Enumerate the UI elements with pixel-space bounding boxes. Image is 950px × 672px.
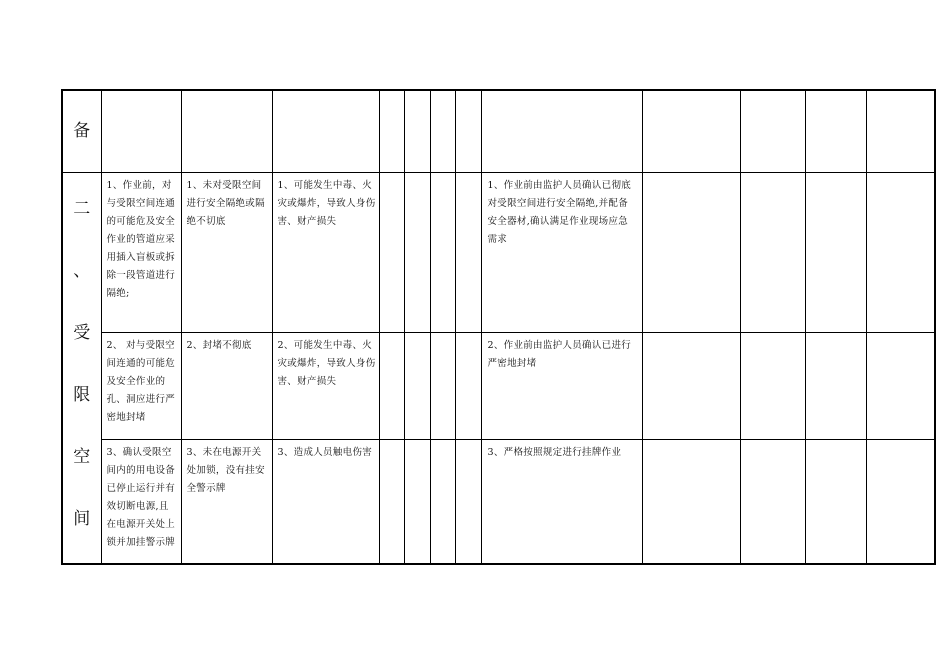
hazard-cell: [181, 332, 272, 439]
measure-cell: [101, 439, 181, 564]
control-text: 2、作业前由监护人员确认已进行严密地封堵: [487, 339, 632, 369]
table-row: [62, 332, 935, 439]
hazard-table: [61, 89, 936, 565]
table-row-header: [62, 90, 935, 172]
consequence-cell: [272, 439, 379, 564]
control-cell: [481, 439, 642, 564]
hazard-cell: [181, 439, 272, 564]
table-cell-empty: [181, 90, 272, 172]
table-cell-empty: [740, 90, 805, 172]
table-cell-empty: [866, 439, 935, 564]
table-cell-empty: [642, 332, 740, 439]
measure-text: 1、作业前，对与受限空间连通的可能危及安全作业的管道应采用插入盲板或拆除一段管道进行隔绝;: [106, 179, 176, 299]
table-cell-empty: [101, 90, 181, 172]
table-cell-empty: [404, 439, 430, 564]
section-char: 空: [73, 446, 91, 467]
table-cell-empty: [805, 332, 866, 439]
measure-text: 2、 对与受限空间连通的可能危及安全作业的孔、洞应进行严密地封堵: [106, 339, 176, 423]
table-cell-empty: [805, 172, 866, 332]
table-cell-empty: [642, 439, 740, 564]
hazard-text: 1、未对受限空间进行安全隔绝或隔绝不切底: [186, 179, 265, 227]
table-cell-empty: [866, 172, 935, 332]
measure-cell: [101, 172, 181, 332]
table-cell-empty: [379, 439, 404, 564]
table-cell-empty: [740, 439, 805, 564]
table-row: [62, 439, 935, 564]
consequence-text: 1、可能发生中毒、火灾或爆炸，导致人身伤害、财产损失: [277, 179, 376, 227]
control-text: 3、严格按照规定进行挂牌作业: [487, 446, 622, 458]
control-cell: [481, 172, 642, 332]
section-char: 受: [73, 322, 91, 343]
table-cell-empty: [404, 332, 430, 439]
hazard-text: 2、封堵不彻底: [186, 339, 252, 351]
section-label-cell: [62, 172, 101, 564]
table-cell-empty: [866, 332, 935, 439]
table-cell-empty: [379, 172, 404, 332]
table-cell-empty: [430, 172, 455, 332]
table-cell-empty: [805, 90, 866, 172]
table-cell-empty: [379, 332, 404, 439]
measure-text: 3、确认受限空间内的用电设备已停止运行并有效切断电源,且在电源开关处上锁并加挂警示牌: [106, 446, 176, 548]
measure-cell: [101, 332, 181, 439]
table-cell-empty: [430, 90, 455, 172]
table-cell-empty: [642, 90, 740, 172]
table-cell-empty: [805, 439, 866, 564]
hazard-text: 3、未在电源开关处加锁，没有挂安全警示牌: [186, 446, 265, 494]
section-char: 二: [73, 198, 91, 219]
table-cell-empty: [642, 172, 740, 332]
table-cell-empty: [866, 90, 935, 172]
section-char: 限: [73, 384, 91, 405]
control-cell: [481, 332, 642, 439]
table-cell-empty: [740, 172, 805, 332]
table-cell-empty: [455, 172, 481, 332]
consequence-cell: [272, 332, 379, 439]
table-cell-empty: [481, 90, 642, 172]
table-cell-empty: [740, 332, 805, 439]
table-cell-empty: [379, 90, 404, 172]
control-text: 1、作业前由监护人员确认已彻底对受限空间进行安全隔绝,并配备安全器材,确认满足作业现场应急需求: [487, 179, 632, 245]
consequence-text: 2、可能发生中毒、火灾或爆炸，导致人身伤害、财产损失: [277, 339, 376, 387]
table-cell-empty: [404, 90, 430, 172]
consequence-text: 3、造成人员触电伤害: [277, 446, 373, 458]
header-label-cell: 备: [62, 90, 101, 172]
table-row: [62, 172, 935, 332]
table-cell-empty: [272, 90, 379, 172]
table-cell-empty: [455, 439, 481, 564]
section-char: 、: [73, 260, 91, 281]
table-cell-empty: [455, 90, 481, 172]
table-cell-empty: [455, 332, 481, 439]
hazard-cell: [181, 172, 272, 332]
table-cell-empty: [404, 172, 430, 332]
consequence-cell: [272, 172, 379, 332]
table-cell-empty: [430, 439, 455, 564]
table-cell-empty: [430, 332, 455, 439]
section-char: 间: [73, 508, 91, 529]
